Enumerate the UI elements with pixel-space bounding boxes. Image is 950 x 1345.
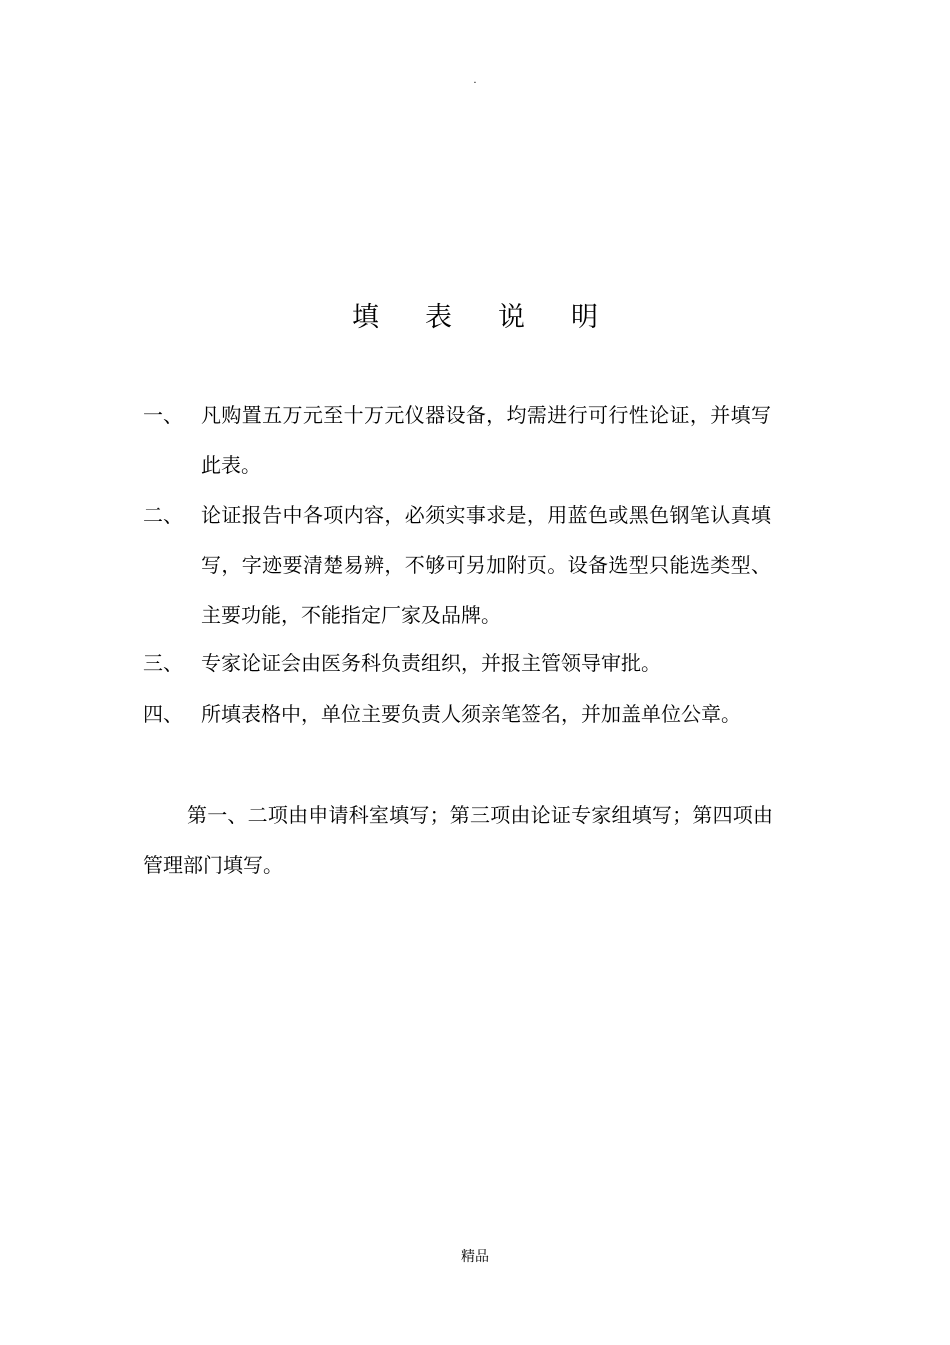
instruction-item-3 xyxy=(143,638,783,688)
item-number: 二、 xyxy=(143,503,183,527)
item-number: 三、 xyxy=(143,651,183,675)
instruction-item-2 xyxy=(143,490,783,640)
item-text: 所填表格中，单位主要负责人须亲笔签名，并加盖单位公章。 xyxy=(201,702,741,726)
page-title: 填表说明 xyxy=(352,302,644,333)
item-text: 专家论证会由医务科负责组织，并报主管领导审批。 xyxy=(201,651,661,675)
item-text: 凡购置五万元至十万元仪器设备，均需进行可行性论证，并填写此表。 xyxy=(201,403,771,477)
fill-in-note: 第一、二项由申请科室填写；第三项由论证专家组填写；第四项由管理部门填写。 xyxy=(143,803,773,877)
footer-label: 精品 xyxy=(461,1249,489,1265)
instruction-item-4 xyxy=(143,689,783,739)
item-text: 论证报告中各项内容，必须实事求是，用蓝色或黑色钢笔认真填写，字迹要清楚易辨，不够可另加附页。设备选型只能选类型、主要功能，不能指定厂家及品牌。 xyxy=(201,503,771,627)
item-number: 一、 xyxy=(143,403,183,427)
item-number: 四、 xyxy=(143,702,183,726)
instruction-item-1 xyxy=(143,390,783,490)
header-mark: . xyxy=(473,75,477,86)
